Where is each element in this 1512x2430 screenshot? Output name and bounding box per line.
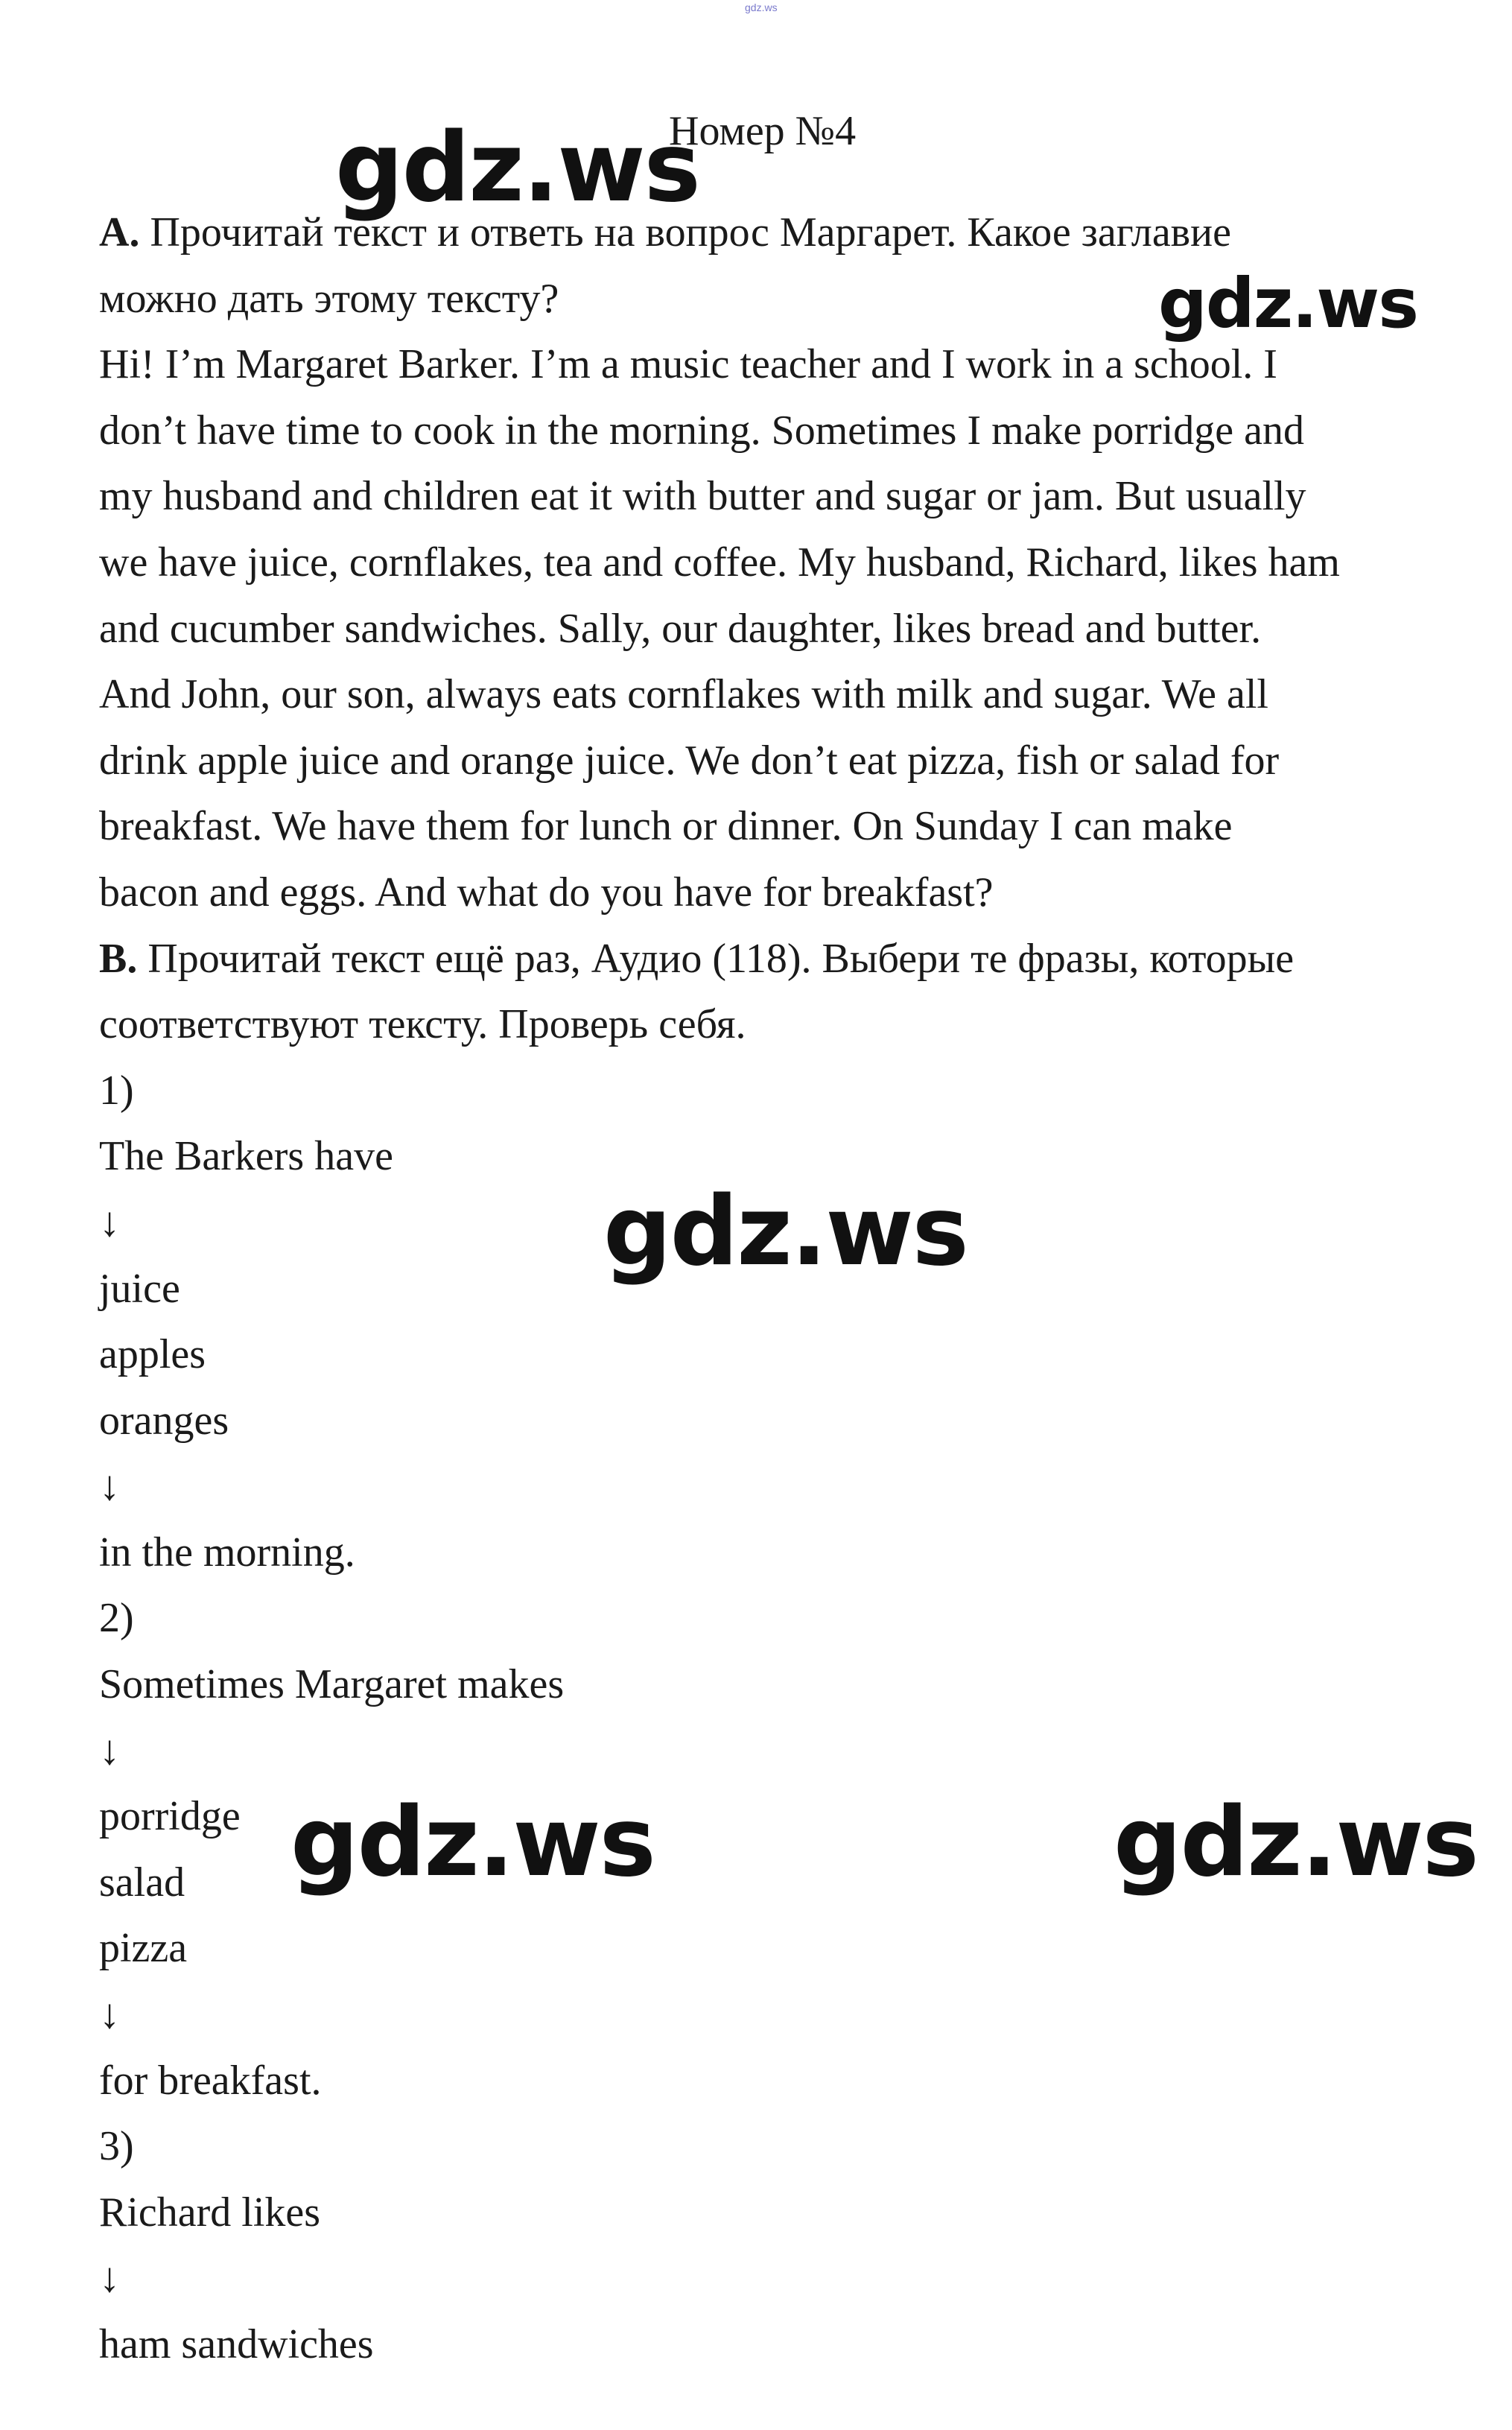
down-arrow-icon: ↓ [99,1991,120,2038]
page-title: Номер №4 [669,108,857,154]
watermark: gdz.ws [290,1787,655,1898]
reading-text-line: And John, our son, always eats cornflakes with milk and sugar. We all [99,671,1268,718]
watermark: gdz.ws [1158,264,1417,343]
exercise-content [99,200,1440,2378]
section-b-label: B. [99,935,138,982]
phrase-end: in the morning. [99,1529,355,1576]
section-a-instruction-cont: можно дать этому тексту? [99,275,559,322]
option-item: oranges [99,1397,229,1444]
item-number: 2) [99,1595,134,1642]
option-item: ham sandwiches [99,2321,374,2367]
reading-text-line: and cucumber sandwiches. Sally, our daughter, likes bread and butter. [99,605,1262,652]
section-b-instruction [99,926,1440,992]
option-item: juice [99,1265,180,1312]
watermark: gdz.ws [603,1176,968,1287]
reading-text-line: drink apple juice and orange juice. We don’t eat pizza, fish or salad for [99,737,1280,784]
phrase-start: The Barkers have [99,1133,393,1180]
phrase-start: Richard likes [99,2189,321,2236]
phrase-end: for breakfast. [99,2057,322,2104]
reading-text-line: don’t have time to cook in the morning. Sometimes I make porridge and [99,407,1304,454]
item-number: 1) [99,1067,134,1114]
down-arrow-icon: ↓ [99,2255,120,2302]
reading-text-line: my husband and children eat it with butter and sugar or jam. But usually [99,473,1306,520]
section-a-instruction [99,200,1440,266]
watermark: gdz.ws [1114,1787,1478,1898]
reading-text-line: breakfast. We have them for lunch or dinner. On Sunday I can make [99,803,1233,850]
option-item: pizza [99,1925,188,1972]
section-a-label: А. [99,209,140,256]
section-b-instruction-cont: соответствуют тексту. Проверь себя. [99,1001,746,1048]
option-item: porridge [99,1793,241,1840]
down-arrow-icon: ↓ [99,1199,120,1246]
reading-text-line: bacon and eggs. And what do you have for breakfast? [99,869,994,916]
section-b-instruction-text: Прочитай текст ещё раз, Аудио (118). Выбери те фразы, которые [137,935,1295,982]
option-item: apples [99,1331,206,1378]
phrase-start: Sometimes Margaret makes [99,1661,565,1708]
item-number: 3) [99,2123,134,2170]
option-item: salad [99,1859,185,1906]
section-a-instruction-text: Прочитай текст и ответь на вопрос Маргарет. Какое заглавие [139,209,1231,256]
reading-text-line: Hi! I’m Margaret Barker. I’m a music teacher and I work in a school. I [99,341,1277,388]
reading-text-line: we have juice, cornflakes, tea and coffee. My husband, Richard, likes ham [99,539,1340,586]
down-arrow-icon: ↓ [99,1463,120,1510]
watermark: gdz.ws [335,112,699,223]
top-site-mark: gdz.ws [745,1,778,13]
down-arrow-icon: ↓ [99,1727,120,1774]
